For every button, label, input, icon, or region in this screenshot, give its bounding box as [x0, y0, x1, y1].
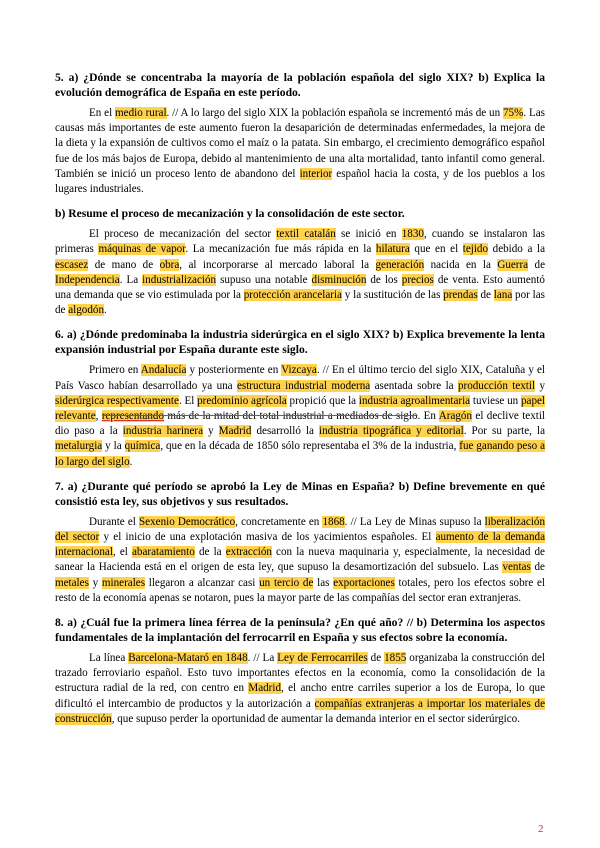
highlighted-text: 75%: [503, 107, 524, 119]
highlighted-text: hilatura: [375, 243, 410, 256]
text-run: , cuando se instalaron las primeras: [55, 228, 545, 256]
question-heading: 5. a) ¿Dónde se concentraba la mayoría de la población española del siglo XIX? b) Explica la evolución demográfica de España en este período.: [55, 71, 545, 99]
highlighted-text: metales: [55, 576, 89, 589]
text-run: con la nueva maquinaria y, especialmente, la necesidad de sanear la Hacienda está en el origen de esta ley, que supuso la desamortización del subsuelo. Las: [55, 546, 545, 574]
text-run: , que supuso perder la oportunidad de aumentar la demanda interior en el sector siderúrgico.: [111, 712, 520, 725]
text-run: .: [129, 455, 133, 468]
highlighted-text: un tercio de: [259, 576, 314, 589]
section-7: [55, 479, 545, 606]
highlighted-text: ventas: [502, 561, 531, 574]
question-heading: 6. a) ¿Dónde predominaba la industria siderúrgica en el siglo XIX? b) Explica brevemente la lenta expansión industrial por España durante este siglo.: [55, 328, 545, 357]
text-run: ,: [95, 410, 102, 423]
question-heading: b) Resume el proceso de mecanización y la consolidación de este sector.: [55, 207, 405, 221]
highlighted-text: liberalización del sector: [55, 515, 545, 544]
text-run: . // La Ley de Minas supuso la: [344, 515, 485, 528]
text-run: . // A lo largo del siglo XIX la población española se incrementó más de un: [166, 107, 503, 119]
highlighted-text: predominio agrícola: [197, 394, 287, 407]
question-heading: 7. a) ¿Durante qué período se aprobó la Ley de Minas en España? b) Define brevemente en qué consistió esta ley, sus objetivos y sus resultados.: [55, 479, 545, 508]
highlighted-text: compañías extranjeras a importar los materiales de construcción: [55, 697, 545, 725]
section-5: [55, 70, 545, 197]
highlighted-text: minerales: [101, 576, 146, 589]
text-run: supuso una notable: [216, 273, 312, 286]
text-run: La línea: [89, 652, 129, 665]
text-run: de mano de: [88, 258, 160, 271]
text-run: y el inicio de una explotación masiva de los yacimientos españoles. El: [99, 531, 436, 544]
highlighted-text: Independencia: [55, 273, 120, 286]
text-run: de venta. Esto aumentó una demanda que se vio estimulada por la: [55, 273, 545, 302]
text-run: . Las causas más importantes de este aumento fueron la desaparición de determinadas enfermedades, la mejora de la dieta y la expansión de cultivos como el maíz o la patata. Sin embargo, el crecimiento demográfico español fue de los más bajos de Europa, debido al mantenimiento de una alta mortalidad, tanto infantil como general. También se inició un proceso lento de abandono del: [55, 107, 545, 180]
highlighted-text: lana: [493, 289, 513, 302]
text-run: . // En el último tercio del siglo XIX, Cataluña y el País Vasco habían desarrollado ya una: [55, 364, 545, 392]
highlighted-text: industria tipográfica y editorial: [319, 425, 464, 438]
text-run: , al incorporarse al mercado laboral la: [179, 258, 376, 271]
highlighted-text: industria agroalimentaria: [358, 394, 471, 407]
text-run: asentada sobre la: [370, 379, 458, 392]
text-run: y: [203, 425, 219, 438]
highlighted-text: máquinas de vapor: [98, 243, 186, 256]
text-run: Primero en: [89, 364, 141, 377]
highlighted-text: aumento de la demanda internacional: [55, 531, 545, 559]
text-run: . Por su parte, la: [463, 425, 546, 438]
highlighted-text: 1855: [384, 652, 407, 665]
text-run: . La mecanización fue más rápida en la: [185, 243, 376, 256]
section-5b: [55, 206, 545, 318]
text-run: y: [88, 576, 102, 589]
strikethrough-text: más de la mitad del total industrial a mediados de siglo: [164, 410, 418, 423]
highlighted-text: Sexenio Democrático: [139, 515, 236, 528]
highlighted-text: disminución: [311, 273, 367, 286]
answer-paragraph: [55, 227, 545, 318]
text-run: , el: [112, 546, 132, 559]
highlighted-text: exportaciones: [333, 576, 395, 589]
highlighted-text: precios: [401, 273, 434, 286]
highlighted-text: estructura industrial moderna: [236, 379, 371, 392]
highlighted-text: metalurgia: [55, 440, 103, 453]
text-run: y la: [102, 440, 125, 453]
highlighted-text: Madrid: [218, 425, 252, 438]
section-8: [55, 615, 545, 727]
text-run: . En: [417, 410, 439, 423]
highlighted-text: Guerra: [497, 258, 529, 271]
highlighted-text: escasez: [55, 258, 89, 271]
highlighted-text: 1868: [322, 515, 345, 528]
text-run: debido a la: [488, 243, 545, 256]
text-run: el declive textil dio paso a la: [55, 410, 546, 438]
text-run: nacida en la: [424, 258, 498, 271]
highlighted-text: siderúrgica respectivamente: [55, 394, 179, 407]
highlighted-text: abaratamiento: [131, 546, 195, 559]
text-run: de: [477, 289, 494, 302]
text-run: organizaba la construcción del trazado ferroviario español. Esto tuvo importantes efectos en la economía, como la consolidación de la estructura radial de la red, con centro en: [55, 652, 546, 695]
highlighted-text: representando: [101, 410, 165, 423]
highlighted-text: Aragón: [438, 410, 473, 423]
text-run: totales, pero los efectos sobre el resto de la economía apenas se notaron, pues la mayor parte de las compañías del sector eran extranjeras.: [55, 576, 545, 604]
highlighted-text: tejido: [462, 243, 489, 256]
highlighted-text: protección arancelaria: [243, 289, 342, 302]
answer-paragraph: [55, 515, 545, 606]
text-run: de: [528, 258, 546, 271]
text-run: .: [104, 304, 107, 317]
text-run: En el: [89, 107, 116, 119]
text-run: , que en la década de 1850 sólo representaba el 3% de la industria,: [160, 440, 460, 453]
document-page: [55, 70, 545, 736]
answer-paragraph: [55, 106, 545, 197]
text-run: . La: [119, 273, 143, 286]
text-run: por las de: [55, 289, 545, 317]
highlighted-text: generación: [375, 258, 425, 271]
highlighted-text: Andalucía: [140, 364, 187, 377]
text-run: propició que la: [286, 394, 359, 407]
highlighted-text: prendas: [443, 289, 478, 302]
highlighted-text: Madrid: [248, 682, 282, 695]
highlighted-text: interior: [299, 167, 333, 180]
text-run: , el ancho entre carriles superior a los de Europa, lo que dificultó el intercambio de productos y la autorización a: [55, 682, 545, 710]
text-run: las: [313, 576, 334, 589]
text-run: de la: [194, 546, 226, 559]
section-6: [55, 327, 545, 469]
text-run: , concretamente en: [235, 515, 323, 528]
highlighted-text: Ley de Ferrocarriles: [277, 652, 368, 665]
highlighted-text: extracción: [225, 546, 272, 559]
text-run: El proceso de mecanización del sector: [89, 228, 277, 241]
highlighted-text: Vizcaya: [281, 364, 317, 377]
highlighted-text: fue ganando peso a lo largo del siglo: [55, 440, 546, 468]
text-run: y la sustitución de las: [341, 289, 444, 302]
highlighted-text: 1830: [401, 228, 424, 241]
highlighted-text: química: [124, 440, 161, 453]
highlighted-text: medio rural: [115, 107, 167, 119]
answer-paragraph: [55, 363, 545, 469]
text-run: Durante el: [89, 515, 139, 528]
text-run: se inició en: [335, 228, 402, 241]
highlighted-text: producción textil: [457, 379, 536, 392]
highlighted-text: Barcelona-Mataró en 1848: [128, 652, 248, 665]
text-run: . // La: [247, 652, 278, 665]
text-run: español hacia la costa, y de los pueblos a los lugares industriales.: [55, 167, 545, 196]
text-run: llegaron a alcanzar casi: [145, 576, 260, 589]
highlighted-text: obra: [159, 258, 180, 271]
page-number: 2: [538, 823, 544, 835]
highlighted-text: algodón: [68, 304, 104, 317]
text-run: de los: [366, 273, 402, 286]
text-run: desarrolló la: [251, 425, 320, 438]
highlighted-text: industrialización: [142, 273, 217, 286]
text-run: . El: [178, 394, 198, 407]
question-heading: 8. a) ¿Cuál fue la primera línea férrea de la península? ¿En qué año? // b) Determina los aspectos fundamentales de la implantación del ferrocarril en España y sus efectos sobre la economía.: [55, 616, 545, 645]
highlighted-text: industria harinera: [122, 425, 204, 438]
highlighted-text: papel relevante: [55, 394, 545, 423]
text-run: y: [535, 379, 545, 392]
text-run: de: [530, 561, 545, 574]
text-run: y posteriormente en: [186, 364, 282, 377]
answer-paragraph: [55, 651, 545, 727]
text-run: tuviese un: [470, 394, 521, 407]
highlighted-text: textil catalán: [276, 228, 336, 241]
text-run: que en el: [409, 243, 463, 256]
text-run: de: [367, 652, 385, 665]
